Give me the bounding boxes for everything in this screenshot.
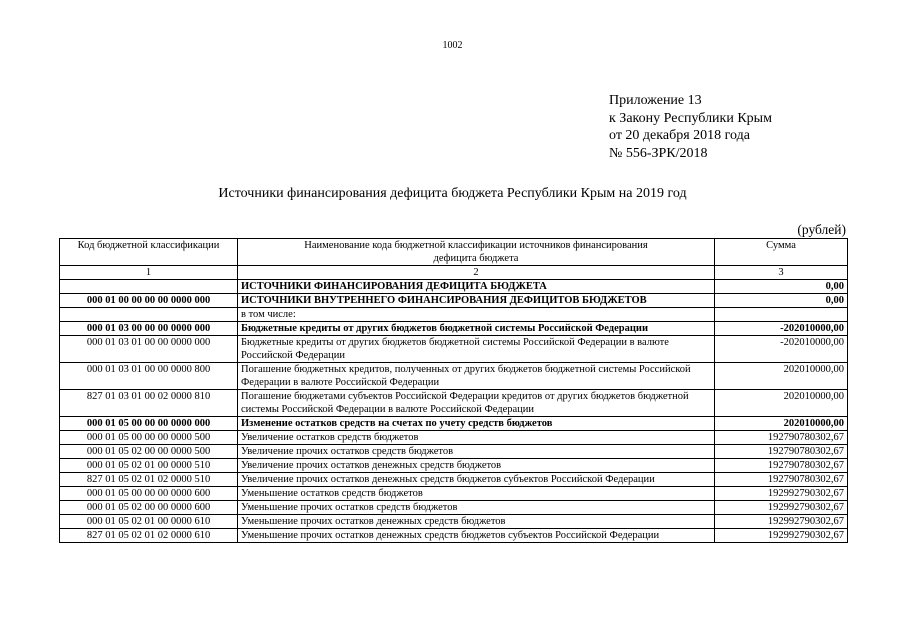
row-code: 827 01 03 01 00 02 0000 810	[60, 390, 238, 417]
table-row	[60, 473, 848, 487]
column-number: 1	[60, 266, 238, 280]
document-title: Источники финансирования дефицита бюджета Республики Крым на 2019 год	[218, 186, 687, 201]
row-code	[60, 280, 238, 294]
row-name: Уменьшение прочих остатков денежных средств бюджетов субъектов Российской Федерации	[238, 529, 715, 543]
page-number: 1002	[442, 40, 463, 51]
row-name: Погашение бюджетных кредитов, полученных от других бюджетов бюджетной системы Российской Федерации в валюте Российской Федерации	[238, 363, 715, 390]
row-amount: 192992790302,67	[715, 529, 848, 543]
table-row	[60, 515, 848, 529]
row-code	[60, 308, 238, 322]
table-row	[60, 501, 848, 515]
row-amount: 202010000,00	[715, 417, 848, 431]
row-amount: 192992790302,67	[715, 515, 848, 529]
row-amount: 202010000,00	[715, 390, 848, 417]
row-code: 000 01 05 00 00 00 0000 000	[60, 417, 238, 431]
row-amount: 192790780302,67	[715, 459, 848, 473]
row-amount: 0,00	[715, 294, 848, 308]
table-row	[60, 308, 848, 322]
row-name: Уменьшение остатков средств бюджетов	[238, 487, 715, 501]
row-code: 000 01 05 00 00 00 0000 500	[60, 431, 238, 445]
row-code: 000 01 00 00 00 00 0000 000	[60, 294, 238, 308]
column-number-row	[60, 266, 848, 280]
row-code: 000 01 03 01 00 00 0000 000	[60, 336, 238, 363]
table-row	[60, 280, 848, 294]
row-amount: 192992790302,67	[715, 501, 848, 515]
appendix-block	[609, 92, 772, 162]
row-code: 000 01 05 02 00 00 0000 500	[60, 445, 238, 459]
row-code: 000 01 03 00 00 00 0000 000	[60, 322, 238, 336]
appendix-line: № 556-ЗРК/2018	[609, 145, 708, 161]
row-amount: 192790780302,67	[715, 473, 848, 487]
row-amount: -202010000,00	[715, 336, 848, 363]
units-label: (рублей)	[797, 222, 846, 237]
column-number: 3	[715, 266, 848, 280]
table-row	[60, 417, 848, 431]
header-amount: Сумма	[715, 239, 848, 266]
row-name: ИСТОЧНИКИ ВНУТРЕННЕГО ФИНАНСИРОВАНИЯ ДЕФИЦИТОВ БЮДЖЕТОВ	[238, 294, 715, 308]
row-code: 827 01 05 02 01 02 0000 510	[60, 473, 238, 487]
row-name: ИСТОЧНИКИ ФИНАНСИРОВАНИЯ ДЕФИЦИТА БЮДЖЕТА	[238, 280, 715, 294]
row-code: 000 01 05 02 00 00 0000 600	[60, 501, 238, 515]
row-code: 000 01 05 02 01 00 0000 510	[60, 459, 238, 473]
row-name: Увеличение прочих остатков денежных средств бюджетов субъектов Российской Федерации	[238, 473, 715, 487]
row-amount: 192992790302,67	[715, 487, 848, 501]
appendix-line: Приложение 13	[609, 93, 702, 108]
table-row	[60, 322, 848, 336]
row-name: Уменьшение прочих остатков денежных средств бюджетов	[238, 515, 715, 529]
column-number: 2	[238, 266, 715, 280]
row-amount: 0,00	[715, 280, 848, 294]
row-code: 000 01 05 02 01 00 0000 610	[60, 515, 238, 529]
table-row	[60, 294, 848, 308]
appendix-line: к Закону Республики Крым	[609, 110, 772, 126]
row-name: Увеличение прочих остатков средств бюджетов	[238, 445, 715, 459]
row-code: 827 01 05 02 01 02 0000 610	[60, 529, 238, 543]
table-header-row	[60, 239, 848, 266]
table-row	[60, 459, 848, 473]
row-name: Погашение бюджетами субъектов Российской Федерации кредитов от других бюджетов бюджетной системы Российской Федерации в валюте Российской Федерации	[238, 390, 715, 417]
table-row	[60, 363, 848, 390]
row-name: Изменение остатков средств на счетах по учету средств бюджетов	[238, 417, 715, 431]
row-amount: 192790780302,67	[715, 431, 848, 445]
row-name: Бюджетные кредиты от других бюджетов бюджетной системы Российской Федерации в валюте Российской Федерации	[238, 336, 715, 363]
table-row	[60, 487, 848, 501]
table-row	[60, 390, 848, 417]
row-code: 000 01 05 00 00 00 0000 600	[60, 487, 238, 501]
row-name: Уменьшение прочих остатков средств бюджетов	[238, 501, 715, 515]
row-amount: -202010000,00	[715, 322, 848, 336]
row-code: 000 01 03 01 00 00 0000 800	[60, 363, 238, 390]
table-row	[60, 529, 848, 543]
row-name: Увеличение остатков средств бюджетов	[238, 431, 715, 445]
appendix-line: от 20 декабря 2018 года	[609, 128, 750, 143]
table-row	[60, 445, 848, 459]
table-row	[60, 431, 848, 445]
row-amount: 192790780302,67	[715, 445, 848, 459]
row-name: в том числе:	[238, 308, 715, 322]
row-amount: 202010000,00	[715, 363, 848, 390]
header-name: Наименование кода бюджетной классификации источников финансирования дефицита бюджета	[238, 239, 715, 266]
row-name: Увеличение прочих остатков денежных средств бюджетов	[238, 459, 715, 473]
budget-sources-table	[59, 238, 848, 543]
row-name: Бюджетные кредиты от других бюджетов бюджетной системы Российской Федерации	[238, 322, 715, 336]
header-code: Код бюджетной классификации	[60, 239, 238, 266]
table-row	[60, 336, 848, 363]
row-amount	[715, 308, 848, 322]
